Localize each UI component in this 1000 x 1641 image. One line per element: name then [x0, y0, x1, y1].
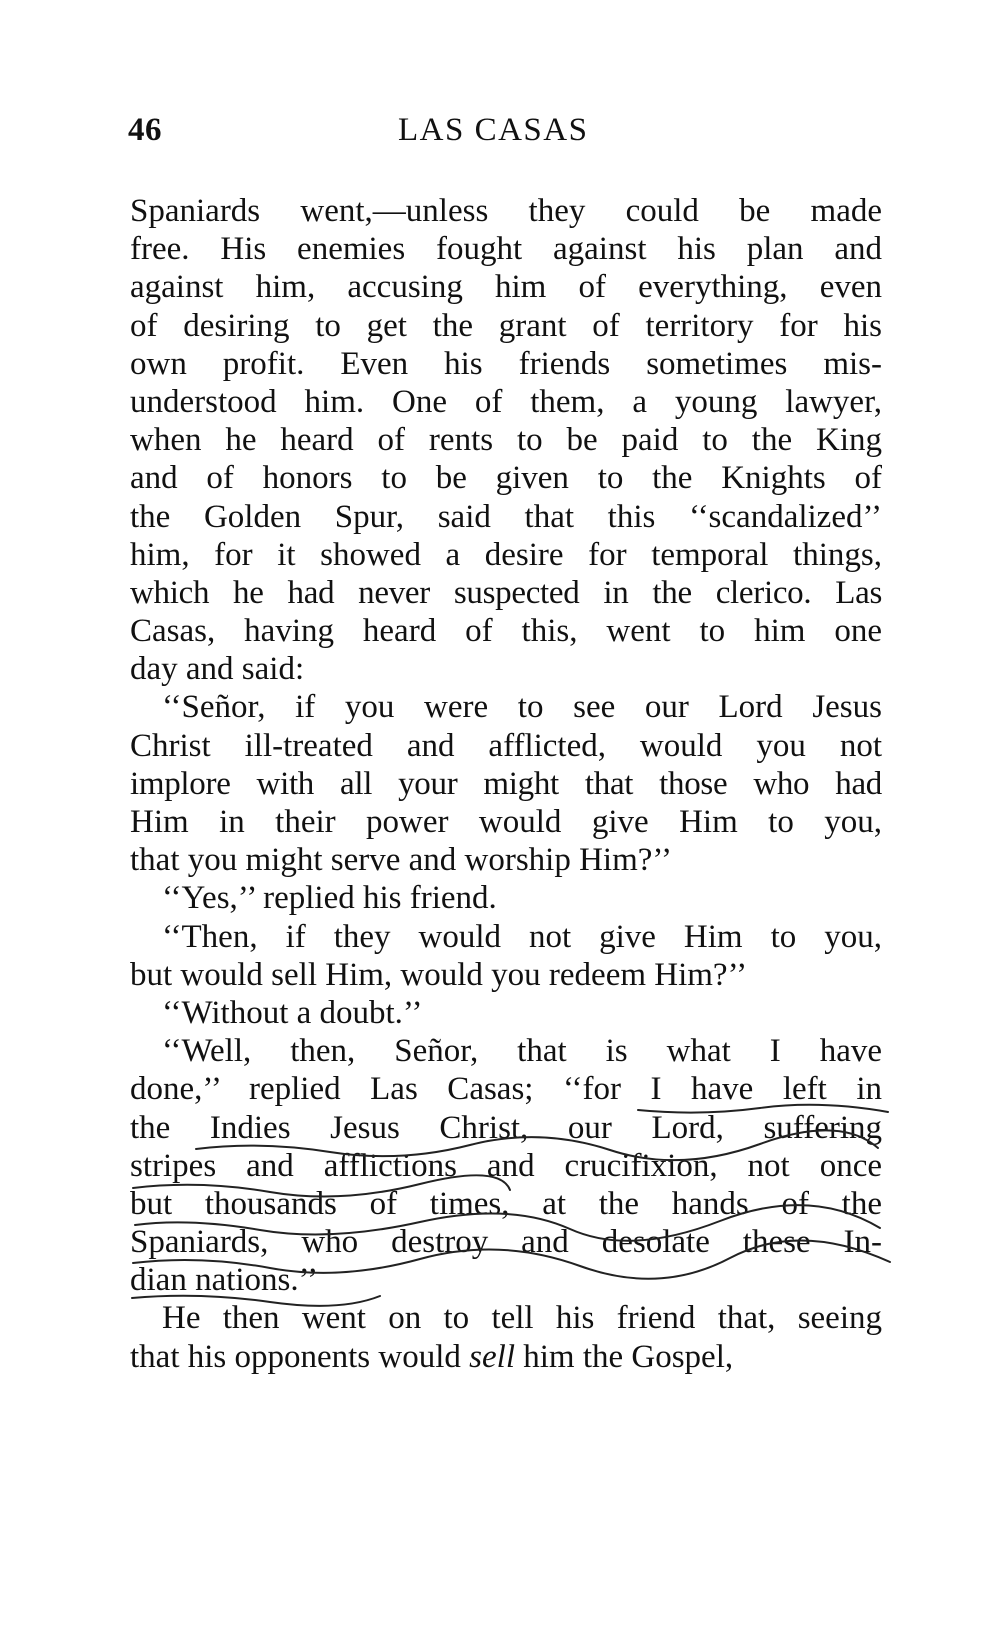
emphasis-text: sell [469, 1338, 515, 1375]
text-line: own profit. Even his friends sometimes mis- [130, 345, 882, 382]
page-number: 46 [128, 112, 162, 148]
text-line: against him, accusing him of everything, even [130, 269, 882, 306]
text-line: but thousands of times, at the hands of the [130, 1185, 882, 1222]
text-line: Him in their power would give Him to you, [130, 804, 882, 840]
text-line: of desiring to get the grant of territory for his [130, 307, 882, 344]
text-line: the Indies Jesus Christ, our Lord, suffering [130, 1109, 882, 1146]
text-line: implore with all your might that those who had [130, 765, 882, 802]
text-line: ‘‘Then, if they would not give Him to you, [162, 918, 882, 955]
page-header [128, 112, 636, 160]
text-line: He then went on to tell his friend that, seeing [162, 1300, 882, 1337]
text-line: done,’’ replied Las Casas; ‘‘for I have left in [130, 1071, 882, 1108]
text-line: but would sell Him, would you redeem Him?’’ [130, 956, 748, 993]
text-line: when he heard of rents to be paid to the King [130, 422, 882, 459]
text-fragment: that his opponents would [130, 1338, 470, 1375]
text-line: that you might serve and worship Him?’’ [130, 842, 672, 879]
text-line: Spaniards went,—unless they could be made [130, 193, 882, 229]
text-line-final [130, 1338, 882, 1376]
text-line: day and said: [130, 651, 305, 688]
text-line: free. His enemies fought against his plan and [130, 231, 882, 268]
text-line: stripes and afflictions and crucifixion, not once [130, 1147, 882, 1184]
text-fragment: him the Gospel, [514, 1338, 734, 1375]
text-line: ‘‘Señor, if you were to see our Lord Jesus [162, 689, 882, 726]
running-head: LAS CASAS [398, 112, 589, 148]
text-line: understood him. One of them, a young lawyer, [130, 383, 882, 420]
text-line: ‘‘Well, then, Señor, that is what I have [162, 1033, 882, 1070]
text-line: Casas, having heard of this, went to him one [130, 613, 882, 650]
text-line: dian nations.’’ [130, 1262, 319, 1299]
text-line: the Golden Spur, said that this ‘‘scandalized’’ [130, 498, 882, 535]
text-line: which he had never suspected in the clerico. Las [130, 574, 882, 611]
text-line: and of honors to be given to the Knights of [130, 460, 882, 497]
text-line: Christ ill-treated and afflicted, would you not [130, 727, 882, 764]
text-line: him, for it showed a desire for temporal things, [130, 536, 882, 573]
text-line: ‘‘Without a doubt.’’ [162, 994, 423, 1031]
text-line: Spaniards, who destroy and desolate these In- [130, 1224, 882, 1261]
text-line: ‘‘Yes,’’ replied his friend. [162, 880, 497, 917]
body-text [130, 192, 882, 1376]
